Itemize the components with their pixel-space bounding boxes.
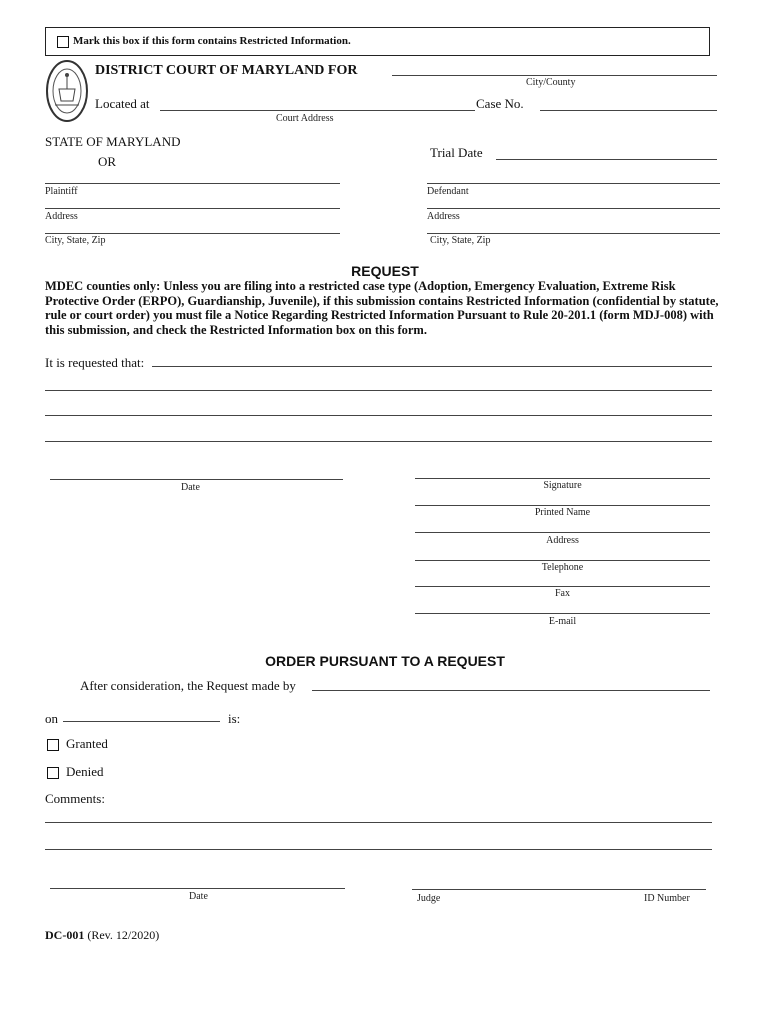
plaintiff-address-field[interactable] [45, 208, 340, 209]
order-date-label: Date [189, 891, 208, 902]
court-address-field[interactable] [160, 110, 475, 111]
email-field[interactable] [415, 613, 710, 614]
denied-checkbox[interactable] [47, 767, 59, 779]
comments-line-1[interactable] [45, 822, 712, 823]
judge-label: Judge [417, 893, 441, 904]
court-title: DISTRICT COURT OF MARYLAND FOR [95, 63, 358, 78]
granted-label: Granted [66, 736, 108, 751]
defendant-address-field[interactable] [427, 208, 720, 209]
restricted-info-checkbox[interactable] [57, 36, 69, 48]
is-label: is: [228, 711, 241, 726]
request-line-1[interactable] [152, 366, 712, 367]
fax-label: Fax [555, 588, 570, 599]
on-label: on [45, 711, 58, 726]
granted-checkbox[interactable] [47, 739, 59, 751]
plaintiff-city-field[interactable] [45, 233, 340, 234]
address-field[interactable] [415, 532, 710, 533]
case-no-label: Case No. [476, 96, 524, 111]
form-revision: (Rev. 12/2020) [87, 928, 160, 942]
printed-name-label: Printed Name [534, 507, 591, 518]
signature-label: Signature [543, 480, 582, 491]
plaintiff-label: Plaintiff [45, 186, 78, 197]
or-label: OR [98, 154, 117, 169]
defendant-label: Defendant [427, 186, 469, 197]
address-label: Address [546, 535, 579, 546]
request-line-2[interactable] [45, 390, 712, 391]
maryland-court-seal-icon [45, 59, 89, 123]
fax-field[interactable] [415, 586, 710, 587]
request-made-by-field[interactable] [312, 690, 710, 691]
denied-label: Denied [66, 764, 104, 779]
judge-signature-field[interactable] [412, 889, 706, 890]
telephone-label: Telephone [541, 562, 584, 573]
defendant-city-field[interactable] [427, 233, 720, 234]
defendant-city-label: City, State, Zip [430, 235, 491, 246]
signature-field[interactable] [415, 478, 710, 479]
form-footer [45, 928, 159, 943]
request-line-3[interactable] [45, 415, 712, 416]
state-of-maryland: STATE OF MARYLAND [45, 134, 181, 149]
request-date-label: Date [181, 482, 200, 493]
trial-date-label: Trial Date [430, 145, 483, 160]
plaintiff-address-label: Address [45, 211, 78, 222]
id-number-label: ID Number [644, 893, 690, 904]
form-number: DC-001 [45, 928, 85, 942]
city-county-field[interactable] [392, 75, 717, 76]
trial-date-field[interactable] [496, 159, 717, 160]
requested-label: It is requested that: [45, 355, 145, 370]
after-consideration-label: After consideration, the Request made by [80, 678, 296, 693]
plaintiff-field[interactable] [45, 183, 340, 184]
comments-line-2[interactable] [45, 849, 712, 850]
order-date-field[interactable] [50, 888, 345, 889]
request-date-field[interactable] [50, 479, 343, 480]
defendant-address-label: Address [427, 211, 460, 222]
restricted-info-label: Mark this box if this form contains Restricted Information. [73, 35, 351, 47]
located-at-label: Located at [95, 96, 150, 111]
order-on-date-field[interactable] [63, 721, 220, 722]
request-title: REQUEST [351, 263, 419, 279]
court-address-label: Court Address [276, 113, 334, 124]
city-county-label: City/County [526, 77, 576, 88]
case-no-field[interactable] [540, 110, 717, 111]
printed-name-field[interactable] [415, 505, 710, 506]
comments-label: Comments: [45, 791, 105, 806]
plaintiff-city-label: City, State, Zip [45, 235, 106, 246]
defendant-field[interactable] [427, 183, 720, 184]
request-line-4[interactable] [45, 441, 712, 442]
telephone-field[interactable] [415, 560, 710, 561]
restricted-notice: MDEC counties only: Unless you are filing into a restricted case type (Adoption, Emergency Evaluation, Extreme Risk Protective Order (ERPO), Guardianship, Juvenile), if this submission contains Restricted Information (confidential by statute, rule or court order) you must file a Notice Regarding Restricted Information Pursuant to Rule 20-201.1 (form MDJ-008) with this submission, and check the Restricted Information box on this form. [45, 279, 719, 337]
order-title: ORDER PURSUANT TO A REQUEST [265, 653, 505, 669]
email-label: E-mail [548, 616, 577, 627]
